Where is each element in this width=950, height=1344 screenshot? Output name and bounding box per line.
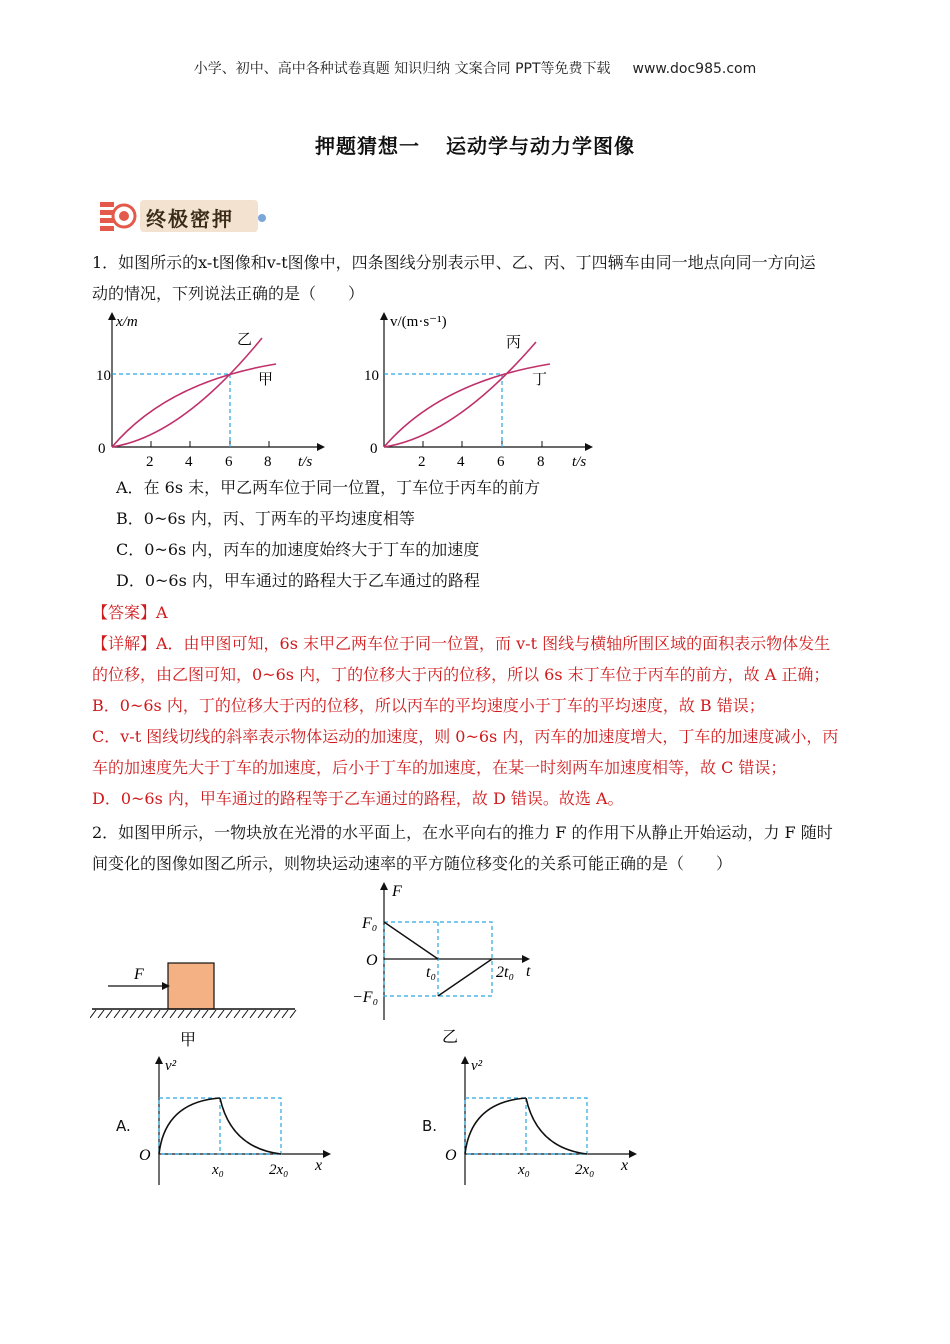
page-header xyxy=(0,58,950,78)
b-xlabel: x xyxy=(621,1157,629,1174)
badge-text: 终极密押 xyxy=(146,207,234,231)
xt-curve-yi xyxy=(112,338,262,447)
header-site[interactable]: www.doc985.com xyxy=(632,61,757,77)
a-curve-rise xyxy=(159,1098,220,1154)
q2-line2: 间变化的图像如图乙所示，则物块运动速率的平方随位移变化的关系可能正确的是（ ） xyxy=(92,854,733,873)
force-label: F xyxy=(134,966,144,983)
a-origin: O xyxy=(139,1147,151,1164)
a-xlabel: x xyxy=(315,1157,323,1174)
xt-ytick: 10 xyxy=(96,368,111,384)
ft-f0: F₀ xyxy=(362,915,378,932)
page-title xyxy=(0,130,950,159)
xt-tick-6: 6 xyxy=(225,454,233,470)
xt-xlabel: t/s xyxy=(298,454,313,470)
vt-origin: 0 xyxy=(370,441,378,457)
a-x0: x₀ xyxy=(212,1162,224,1178)
vt-tick-8: 8 xyxy=(537,454,545,470)
vt-ytick: 10 xyxy=(364,368,379,384)
vt-label-bing: 丙 xyxy=(506,335,522,351)
q1-options xyxy=(116,472,540,596)
q1-option-d[interactable]: D．0~6s 内，甲车通过的路程大于乙车通过的路程 xyxy=(116,571,480,590)
ft-ylabel: F xyxy=(392,883,402,900)
q1-answer: 【答案】A xyxy=(92,603,168,622)
title-part2: 运动学与动力学图像 xyxy=(446,134,635,158)
banner-dot-icon xyxy=(258,214,266,222)
ft-neg-f0: −F₀ xyxy=(352,989,379,1006)
vt-tick-2: 2 xyxy=(418,454,426,470)
vt-curve-ding xyxy=(384,364,550,447)
vt-xlabel: t/s xyxy=(572,454,587,470)
xt-label-yi: 乙 xyxy=(237,332,253,348)
q1-line1: 1．如图所示的x-t图像和v-t图像中，四条图线分别表示甲、乙、丙、丁四辆车由同一地点向同一方向运 xyxy=(92,253,816,272)
vt-tick-4: 4 xyxy=(457,454,465,470)
q2-line1: 2．如图甲所示，一物块放在光滑的水平面上，在水平向右的推力 F 的作用下从静止开始运动，力 F 随时 xyxy=(92,823,833,842)
block xyxy=(168,963,214,1009)
vt-label-ding: 丁 xyxy=(532,372,548,388)
q1-detail-1: 【详解】A．由甲图可知，6s 末甲乙两车位于同一位置，而 v-t 图线与横轴所围区域的面积表示物体发生 xyxy=(92,634,831,653)
ft-line-2 xyxy=(438,959,492,996)
q1-detail-5: 车的加速度先大于丁车的加速度，后小于丁车的加速度，在某一时刻两车加速度相等，故 C 错误； xyxy=(92,758,787,777)
xt-tick-8: 8 xyxy=(264,454,272,470)
q1-option-c[interactable]: C．0~6s 内，丙车的加速度始终大于丁车的加速度 xyxy=(116,540,480,559)
xt-tick-4: 4 xyxy=(185,454,193,470)
xt-tick-2: 2 xyxy=(146,454,154,470)
header-text: 小学、初中、高中各种试卷真题 知识归纳 文案合同 PPT等免费下载 xyxy=(193,61,611,77)
ft-t0: t₀ xyxy=(426,964,437,981)
ft-line-1 xyxy=(384,922,438,959)
ft-2t0: 2t₀ xyxy=(496,964,515,981)
q1-option-a[interactable]: A．在 6s 末，甲乙两车位于同一位置，丁车位于丙车的前方 xyxy=(116,478,541,497)
q1-detail-4: C．v-t 图线切线的斜率表示物体运动的加速度，则 0~6s 内，丙车的加速度增大，丁车的加速度减小，丙 xyxy=(92,727,839,746)
b-curve-rise xyxy=(465,1098,526,1154)
q1-option-b[interactable]: B．0~6s 内，丙、丁两车的平均速度相等 xyxy=(116,509,415,528)
q1-solution xyxy=(92,597,862,814)
a-2x0: 2x₀ xyxy=(269,1162,289,1178)
choice-b-label[interactable]: B. xyxy=(422,1117,438,1135)
b-x0: x₀ xyxy=(518,1162,530,1178)
xt-curve-jia xyxy=(112,364,276,447)
b-curve-fall xyxy=(526,1098,587,1154)
q1-line2: 动的情况，下列说法正确的是（ ） xyxy=(92,284,365,303)
vt-ylabel: v/(m·s⁻¹) xyxy=(390,314,447,330)
q1-detail-6: D．0~6s 内，甲车通过的路程等于乙车通过的路程，故 D 错误。故选 A。 xyxy=(92,789,624,808)
q2-ft-graph xyxy=(350,878,550,1048)
q2-fig-block xyxy=(90,955,305,1050)
banner-bar-icon xyxy=(100,202,114,207)
fig-a-caption: 甲 xyxy=(180,1032,197,1049)
choice-b-graph[interactable] xyxy=(441,1050,641,1190)
fig-b-caption: 乙 xyxy=(442,1029,459,1046)
xt-ylabel: x/m xyxy=(116,314,138,330)
q1-detail-3: B．0~6s 内，丁的位移大于丙的位移，所以丙车的平均速度小于丁车的平均速度，故 B 错误； xyxy=(92,696,765,715)
q1-vt-graph xyxy=(360,308,610,473)
xt-origin: 0 xyxy=(98,441,106,457)
title-part1: 押题猜想一 xyxy=(315,134,420,158)
a-curve-fall xyxy=(220,1098,281,1154)
q2-stem xyxy=(92,817,862,879)
b-ylabel: v² xyxy=(471,1058,483,1074)
xt-label-jia: 甲 xyxy=(258,372,274,388)
ft-xlabel: t xyxy=(526,963,531,980)
ft-origin: O xyxy=(366,952,378,969)
q1-xt-graph xyxy=(92,308,332,473)
vt-tick-6: 6 xyxy=(497,454,505,470)
a-ylabel: v² xyxy=(165,1058,177,1074)
choice-a-graph[interactable] xyxy=(135,1050,335,1190)
q1-stem xyxy=(92,247,862,309)
vt-curve-bing xyxy=(384,342,536,447)
b-2x0: 2x₀ xyxy=(575,1162,595,1178)
choice-a-label[interactable]: A. xyxy=(116,1117,131,1135)
q1-detail-2: 的位移，由乙图可知，0~6s 内，丁的位移大于丙的位移，所以 6s 末丁车位于丙车的前方，故 A 正确； xyxy=(92,665,830,684)
b-origin: O xyxy=(445,1147,457,1164)
